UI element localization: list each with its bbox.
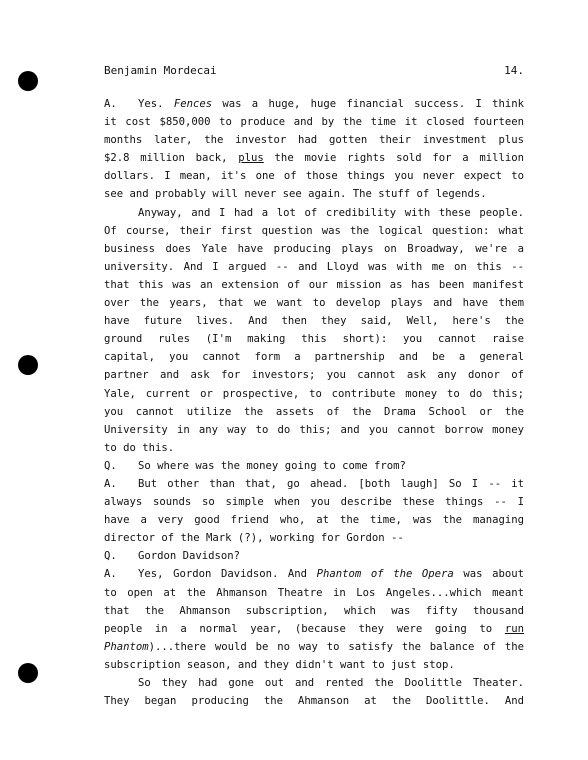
answer-paragraph xyxy=(104,565,524,674)
text-line: subscription season, and they didn't want to just stop. xyxy=(104,658,455,671)
italic-title: Phantom xyxy=(104,640,149,653)
text-line: months later, the investor had gotten their investment plus xyxy=(104,134,524,147)
italic-title: Phantom of the Opera xyxy=(316,568,454,581)
narrative-paragraph xyxy=(104,674,524,710)
text-line: that this was an extension of our mission as has been manifest xyxy=(104,278,524,291)
text-line: people in a normal year, (because they were going to run xyxy=(104,622,524,635)
transcript-body xyxy=(104,95,524,710)
speaker-marker: A. xyxy=(104,98,117,110)
text-line: Phantom)...there would be no way to satisfy the balance of the xyxy=(104,640,524,653)
text-line: University in any way to do this; and you cannot borrow money xyxy=(104,423,524,436)
text-line: always sounds so simple when you describe these things -- I xyxy=(104,496,524,509)
text-line: A. Yes, Gordon Davidson. And Phantom of the Opera was about xyxy=(104,565,524,583)
text-line: Q. Gordon Davidson? xyxy=(104,547,524,565)
text-line: to do this. xyxy=(104,441,175,454)
underlined-word: plus xyxy=(238,152,264,165)
speaker-marker: A. xyxy=(104,568,117,581)
text-line: capital, you cannot form a partnership and be a general xyxy=(104,351,524,364)
text-line: director of the Mark (?), working for Gordon -- xyxy=(104,532,404,545)
text-line: partner and ask for investors; you cannot ask any donor of xyxy=(104,369,524,382)
interviewee-name: Benjamin Mordecai xyxy=(104,64,217,77)
text-line: over the years, that we want to develop plays and have them xyxy=(104,297,524,310)
narrative-paragraph xyxy=(104,204,524,457)
text-line: Q. So where was the money going to come from? xyxy=(104,457,524,475)
italic-title: Fences xyxy=(173,98,213,110)
page-header xyxy=(104,64,524,77)
text-line: have future lives. And then they said, Well, here's the xyxy=(104,315,524,328)
binder-hole-middle xyxy=(18,355,38,375)
text-line: Yale, current or prospective, to contribute money to do this; xyxy=(104,387,524,400)
text-line: Anyway, and I had a lot of credibility with these people. xyxy=(138,206,524,219)
text-line: They began producing the Ahmanson at the Doolittle. And xyxy=(104,695,524,708)
text-line: to open at the Ahmanson Theatre in Los Angeles...which meant xyxy=(104,586,524,599)
text-line: university. And I argued -- and Lloyd was with me on this -- xyxy=(104,260,524,273)
text-line: see and probably will never see again. The stuff of legends. xyxy=(104,188,487,201)
page-number: 14. xyxy=(504,64,524,77)
text-line: A. Yes. Fences was a huge, huge financial success. I think xyxy=(104,95,524,113)
speaker-marker: A. xyxy=(104,477,117,490)
answer-paragraph xyxy=(104,475,524,547)
question-paragraph xyxy=(104,457,524,475)
text-line: have a very good friend who, at the time, was the managing xyxy=(104,514,524,527)
text-line: So they had gone out and rented the Doolittle Theater. xyxy=(138,677,524,689)
answer-paragraph xyxy=(104,95,524,204)
binder-hole-top xyxy=(18,71,38,91)
text-line: business does Yale have producing plays on Broadway, we're a xyxy=(104,242,524,255)
text-line: you cannot utilize the assets of the Drama School or the xyxy=(104,405,524,418)
text-line: dollars. I mean, it's one of those things you never expect to xyxy=(104,170,524,183)
underlined-word: run xyxy=(504,622,524,635)
speaker-marker: Q. xyxy=(104,550,117,563)
text-line: Of course, their first question was the logical question: what xyxy=(104,224,524,237)
text-line: it cost $850,000 to produce and by the time it closed fourteen xyxy=(104,116,524,129)
speaker-marker: Q. xyxy=(104,459,117,472)
text-line: $2.8 million back, plus the movie rights sold for a million xyxy=(104,152,524,165)
binder-hole-bottom xyxy=(18,663,38,683)
question-paragraph xyxy=(104,547,524,565)
text-line: that the Ahmanson subscription, which was fifty thousand xyxy=(104,604,524,617)
text-line: ground rules (I'm making this short): you cannot raise xyxy=(104,333,524,346)
text-line: A. But other than that, go ahead. [both laugh] So I -- it xyxy=(104,475,524,493)
